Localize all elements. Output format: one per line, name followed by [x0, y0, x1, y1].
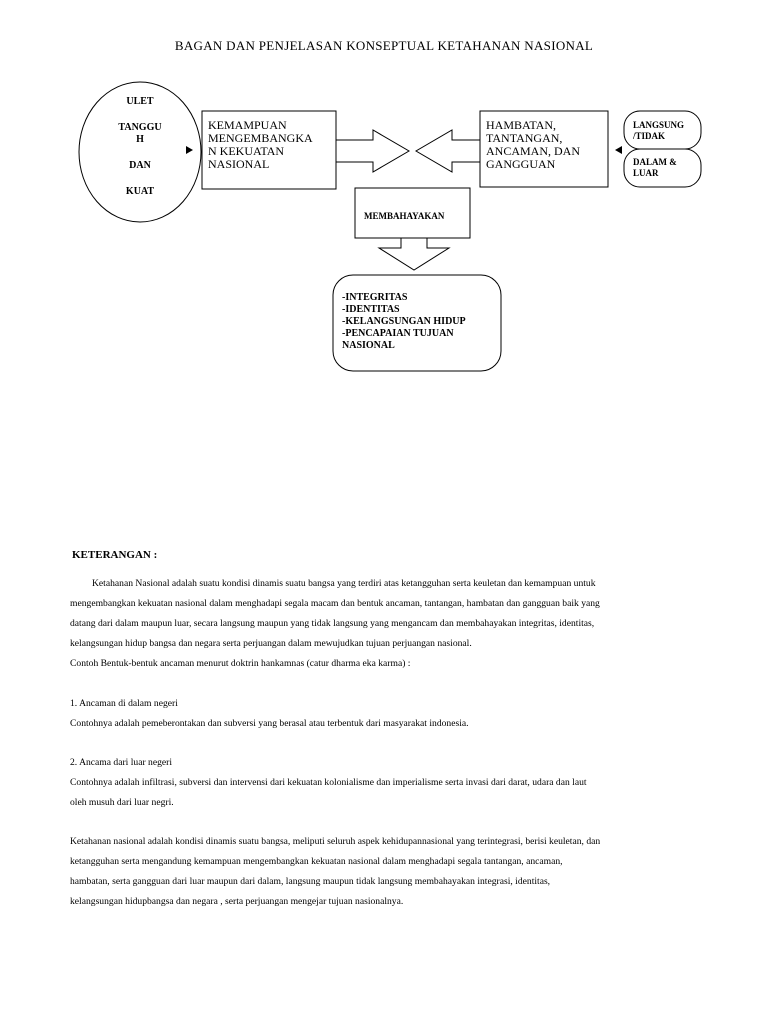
keterangan-heading: KETERANGAN :	[72, 549, 158, 561]
result-line: -IDENTITAS	[342, 304, 400, 315]
left-box-line: NASIONAL	[208, 157, 270, 171]
text-line: kelangsungan hidup bangsa dan negara serta perjuangan dalam mewujudkan tujuan perjuangan nasional.	[70, 638, 472, 649]
side-bottom-line: DALAM &	[633, 157, 677, 167]
item-title: 1. Ancaman di dalam negeri	[70, 698, 178, 709]
page-title: BAGAN DAN PENJELASAN KONSEPTUAL KETAHANAN NASIONAL	[174, 38, 594, 53]
danger-label: MEMBAHAYAKAN	[364, 211, 445, 221]
hollow-arrow-down	[379, 238, 449, 270]
side-top-line: /TIDAK	[633, 131, 666, 141]
text-line: Contoh Bentuk-bentuk ancaman menurut doktrin hankamnas (catur dharma eka karma) :	[70, 658, 411, 669]
result-box-text	[342, 292, 466, 352]
result-line: -INTEGRITAS	[342, 292, 408, 303]
text-line: Ketahanan nasional adalah kondisi dinamis suatu bangsa, meliputi seluruh aspek kehidupannasional yang terintegrasi, berisi keuletan, dan	[70, 836, 601, 847]
text-line: hambatan, serta gangguan dari luar maupun dari dalam, langsung maupun tidak langsung membahayakan integrasi, identitas,	[70, 876, 551, 887]
right-box-line: GANGGUAN	[486, 157, 556, 171]
text-line: oleh musuh dari luar negri.	[70, 797, 174, 808]
item-1	[70, 694, 720, 734]
left-box-line: MENGEMBANGKA	[208, 131, 313, 145]
result-line: -PENCAPAIAN TUJUAN	[342, 328, 454, 339]
hollow-arrow-left	[416, 130, 480, 172]
side-top-line: LANGSUNG	[633, 120, 685, 130]
text-line: mengembangkan kekuatan nasional dalam menghadapi segala macam dan bentuk ancaman, tantangan, hambatan dan gangguan baik yang	[70, 598, 600, 609]
left-box-text	[208, 119, 338, 171]
side-bottom-line: LUAR	[633, 168, 659, 178]
left-box-line: KEMAMPUAN	[208, 118, 287, 132]
right-box-line: ANCAMAN, DAN	[486, 144, 581, 158]
left-box-line: N KEKUATAN	[208, 144, 285, 158]
text-line: datang dari dalam maupun luar, secara langsung maupun yang tidak langsung yang mengancam dan membahayakan integritas, identitas,	[70, 618, 595, 629]
oval-text-tanggu: TANGGU	[118, 122, 162, 133]
paragraph-2	[70, 832, 720, 912]
side-bottom-text	[633, 157, 677, 179]
text-line: Ketahanan Nasional adalah suatu kondisi dinamis suatu bangsa yang terdiri atas ketangguhan serta keuletan dan kemampuan untuk	[92, 578, 596, 589]
item-2	[70, 753, 720, 813]
right-box-line: TANTANGAN,	[486, 131, 563, 145]
side-top-text	[633, 120, 684, 142]
oval-text-kuat: KUAT	[125, 186, 155, 197]
right-box-line: HAMBATAN,	[486, 118, 557, 132]
right-box-text	[486, 119, 610, 171]
text-line: ketangguhan serta mengandung kemampuan mengembangkan kekuatan nasional dalam menghadapi segala tantangan, ancaman,	[70, 856, 563, 867]
paragraph-1	[70, 574, 720, 674]
result-line: NASIONAL	[342, 340, 395, 351]
arrow-left-small	[615, 146, 622, 154]
result-line: -KELANGSUNGAN HIDUP	[342, 316, 466, 327]
text-line: Contohnya adalah infiltrasi, subversi dan intervensi dari kekuatan kolonialisme dan imperialisme serta invasi dari darat, udara dan laut	[70, 777, 587, 788]
text-line: kelangsungan hidupbangsa dan negara , serta perjuangan mengejar tujuan nasionalnya.	[70, 896, 404, 907]
text-line: Contohnya adalah pemeberontakan dan subversi yang berasal atau terbentuk dari masyarakat indonesia.	[70, 718, 469, 729]
oval-text-dan: DAN	[129, 160, 151, 171]
oval-text-ulet: ULET	[126, 96, 154, 107]
item-title: 2. Ancama dari luar negeri	[70, 757, 173, 768]
oval-text-h: H	[136, 134, 144, 145]
hollow-arrow-right	[336, 130, 409, 172]
